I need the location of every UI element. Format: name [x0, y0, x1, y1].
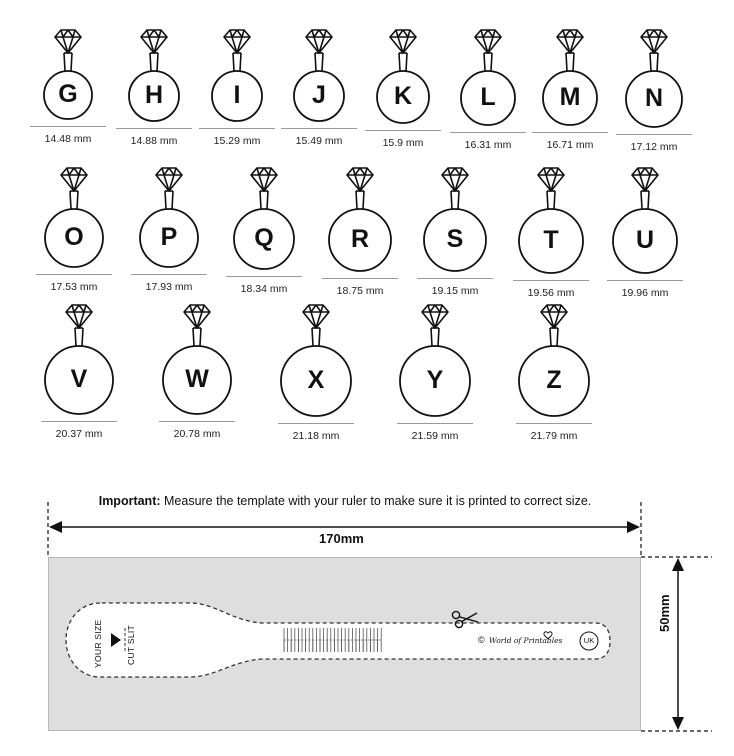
ring-letter: P: [160, 223, 178, 251]
ring-size-mm: 15.29 mm: [213, 135, 261, 147]
ring-size-mm: 15.49 mm: [295, 135, 343, 147]
ring-letter: V: [70, 365, 88, 393]
ring-size-mm: 19.96 mm: [621, 287, 669, 299]
ring-size-mm: 15.9 mm: [382, 137, 424, 149]
ring-letter: S: [446, 225, 464, 253]
ring-letter: Q: [254, 224, 274, 252]
brand-name: World of Printables: [489, 636, 563, 645]
cut-slit-label: CUT SLIT: [126, 624, 136, 665]
ring-size-mm: 20.78 mm: [173, 428, 221, 440]
ring-letter: I: [233, 81, 241, 109]
ring-letter: K: [393, 82, 413, 110]
ring-size-mm: 16.31 mm: [464, 139, 512, 151]
your-size-label: YOUR SIZE: [93, 619, 103, 668]
ring-size-mm: 18.34 mm: [240, 283, 288, 295]
region-label: UK: [583, 636, 595, 645]
ring-letter: W: [185, 365, 209, 393]
ring-letter: N: [644, 84, 664, 112]
ring-size-mm: 18.75 mm: [336, 285, 384, 297]
ring-letter: X: [307, 366, 325, 394]
ring-size-mm: 17.93 mm: [145, 281, 193, 293]
ring-letter: J: [312, 81, 326, 109]
copyright-symbol: ©: [478, 635, 485, 645]
ring-letter: M: [559, 83, 581, 111]
ring-size-mm: 17.53 mm: [50, 281, 98, 293]
ring-letter: Y: [426, 366, 444, 394]
important-text: Measure the template with your ruler to make sure it is printed to correct size.: [160, 494, 592, 508]
ring-letter: U: [635, 226, 655, 254]
ring-letter: G: [58, 80, 78, 108]
ring-size-mm: 19.56 mm: [527, 287, 575, 299]
height-label: 50mm: [657, 594, 672, 632]
ring-size-mm: 21.79 mm: [530, 430, 578, 442]
ring-size-mm: 17.12 mm: [630, 141, 678, 153]
ring-letter: T: [543, 226, 559, 254]
ring-size-mm: 14.48 mm: [44, 133, 92, 145]
ring-size-mm: 21.18 mm: [292, 430, 340, 442]
ring-size-mm: 14.88 mm: [130, 135, 178, 147]
ring-size-mm: 16.71 mm: [546, 139, 594, 151]
ring-letter: Z: [546, 366, 562, 394]
ring-size-mm: 19.15 mm: [431, 285, 479, 297]
important-label: Important:: [98, 494, 161, 508]
ring-letter: L: [480, 83, 496, 111]
width-label: 170mm: [319, 531, 364, 546]
ring-size-mm: 21.59 mm: [411, 430, 459, 442]
ring-letter: H: [144, 81, 164, 109]
ring-size-mm: 20.37 mm: [55, 428, 103, 440]
ring-letter: O: [64, 223, 84, 251]
ring-letter: R: [350, 225, 370, 253]
